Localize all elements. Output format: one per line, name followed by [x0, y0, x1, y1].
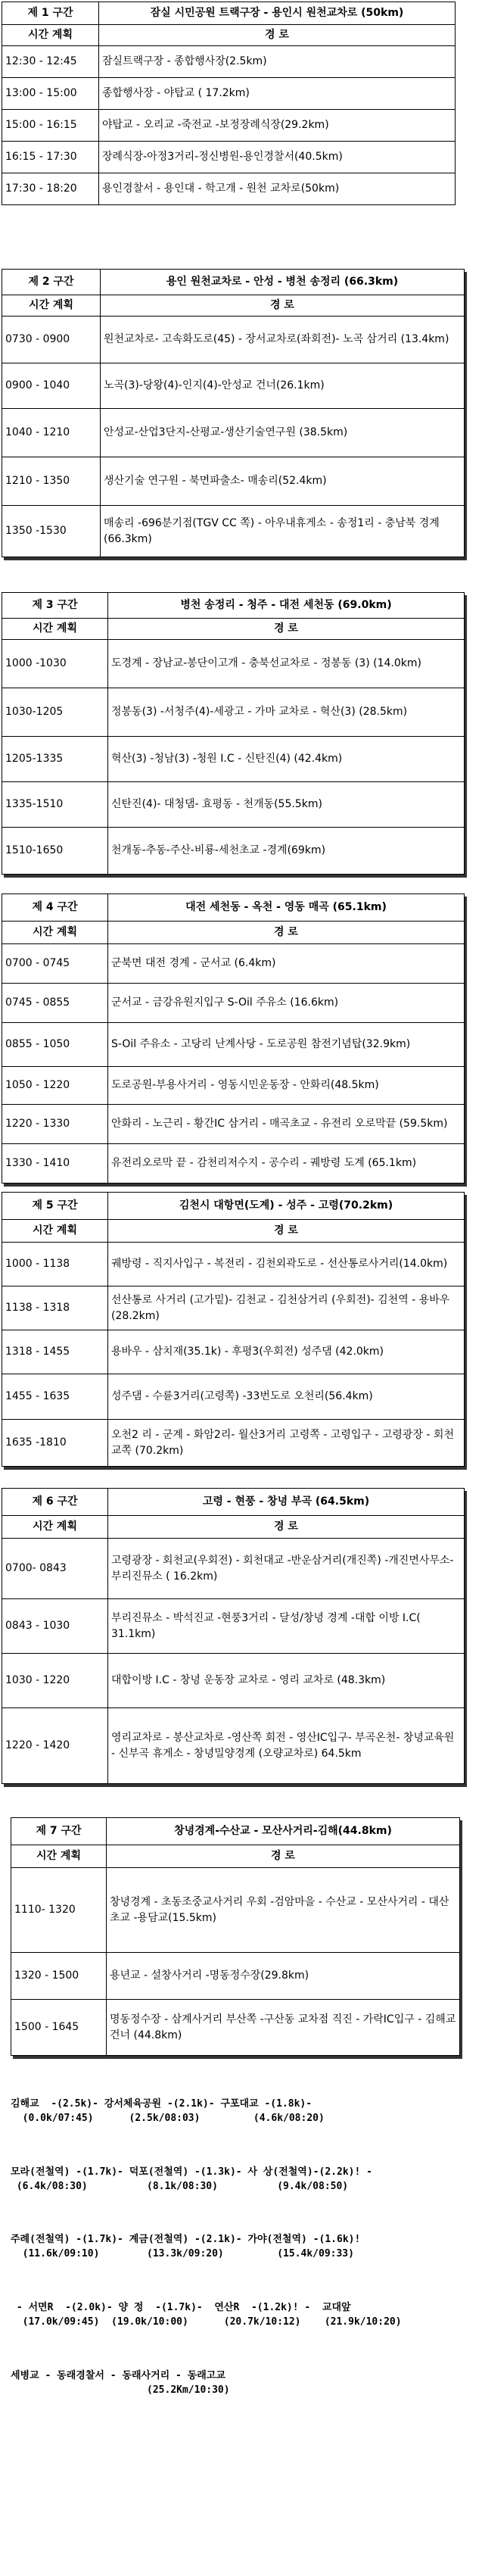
- row-route: 유전리오로막 끝 - 감천리저수지 - 공수리 - 궤방령 도계 (65.1km): [108, 1144, 465, 1184]
- route-header: 경 로: [108, 1220, 465, 1243]
- row-time: 1138 - 1318: [2, 1286, 108, 1330]
- footer-line: - 서면R -(2.0k)- 양 정 -(1.7k)- 연산R -(1.2k)! - 교대앞: [11, 2302, 351, 2314]
- row-time: 12:30 - 12:45: [2, 46, 99, 78]
- row-route: 부리진뮤소 - 박석진교 -현풍3거리 - 달성/창녕 경계 -대합 이방 I.C( 31.1km): [108, 1599, 465, 1654]
- footer-line: 세병교 - 동래경찰서 - 동래사거리 - 동래고교: [11, 2369, 225, 2381]
- row-route: 잠실트랙구장 - 종합행사장(2.5km): [99, 46, 456, 78]
- row-time: 1110- 1320: [11, 1868, 107, 1953]
- row-route: 매송리 -696분기점(TGV CC 쪽) - 아우내휴게소 - 송정1리 - 충남북 경계 (66.3km): [101, 506, 465, 557]
- row-time: 1318 - 1455: [2, 1330, 108, 1374]
- row-route: 영리교차로 - 봉산교차로 -영산쪽 회전 - 영산IC입구- 부곡온천- 창녕교육원 - 신부곡 휴게소 - 창녕밀양경계 (오량교차로) 64.5km: [108, 1708, 465, 1784]
- footer-line: 주례(전철역) -(1.7k)- 계금(전철역) -(2.1k)- 가야(전철역) -(1.6k)!: [11, 2234, 361, 2246]
- section-route: 창녕경계-수산교 - 모산사거리-김해(44.8km): [107, 1818, 460, 1845]
- section-label: 제 6 구간: [2, 1489, 108, 1516]
- row-time: 1320 - 1500: [11, 1953, 107, 2000]
- section-label: 제 7 구간: [11, 1818, 107, 1845]
- row-time: 1030 - 1220: [2, 1654, 108, 1708]
- row-route: 도경계 - 장남교-봉단이고개 - 충북선교차로 - 정봉동 (3) (14.0km): [108, 640, 465, 688]
- footer-line: (6.4k/08:30) (8.1k/08:30) (9.4k/08:50): [11, 2180, 349, 2192]
- footer-line: (0.0k/07:45) (2.5k/08:03) (4.6k/08:20): [11, 2112, 325, 2124]
- row-time: 0900 - 1040: [2, 363, 101, 409]
- row-time: 1510-1650: [2, 828, 108, 875]
- time-header: 시간 계획: [2, 295, 101, 317]
- row-time: 1350 -1530: [2, 506, 101, 557]
- footer-route-list: [11, 2097, 476, 2397]
- footer-line: (11.6k/09:10) (13.3k/09:20) (15.4k/09:33): [11, 2248, 354, 2260]
- row-route: 생산기술 연구원 - 북면파출소- 매송리(52.4km): [101, 457, 465, 506]
- row-route: 선산통로 사거리 (고가밑)- 김천교 - 김천삼거리 (우회전)- 김천역 - 용바우(28.2km): [108, 1286, 465, 1330]
- section-route: 병천 송정리 - 청주 - 대전 세천동 (69.0km): [108, 593, 465, 619]
- section-label: 제 4 구간: [2, 894, 108, 922]
- row-route: 천개동-추동-주산-비룡-세천초교 -경계(69km): [108, 828, 465, 875]
- row-route: 군서교 - 금강유원지입구 S-Oil 주유소 (16.6km): [108, 984, 465, 1023]
- row-time: 0730 - 0900: [2, 317, 101, 363]
- row-route: 대합이방 I.C - 창녕 운동장 교차로 - 영리 교차로 (48.3km): [108, 1654, 465, 1708]
- footer-line: (25.2Km/10:30): [11, 2384, 230, 2396]
- row-time: 1205-1335: [2, 737, 108, 782]
- row-route: 명동정수장 - 삼계사거리 부산쪽 -구산동 교차점 직진 - 가락IC입구 - 김해교 건너 (44.8km): [107, 2000, 460, 2056]
- footer-line: 모라(전철역) -(1.7k)- 덕포(전철역) -(1.3k)- 사 상(전철역)-(2.2k)! -: [11, 2166, 372, 2178]
- route-header: 경 로: [108, 922, 465, 944]
- time-header: 시간 계획: [2, 1220, 108, 1243]
- row-time: 0855 - 1050: [2, 1023, 108, 1067]
- section-label: 제 1 구간: [2, 2, 99, 25]
- route-header: 경 로: [107, 1845, 460, 1868]
- route-header: 경 로: [101, 295, 465, 317]
- section-route: 고령 - 현풍 - 창녕 부곡 (64.5km): [108, 1489, 465, 1516]
- row-time: 1220 - 1330: [2, 1105, 108, 1144]
- time-header: 시간 계획: [2, 25, 99, 46]
- section-7-table: [11, 1817, 460, 2056]
- row-time: 0843 - 1030: [2, 1599, 108, 1654]
- row-time: 16:15 - 17:30: [2, 142, 99, 173]
- row-time: 1050 - 1220: [2, 1067, 108, 1105]
- row-time: 0745 - 0855: [2, 984, 108, 1023]
- section-route: 김천시 대항면(도계) - 성주 - 고령(70.2km): [108, 1193, 465, 1220]
- footer-line: 김해교 -(2.5k)- 강서체육공원 -(2.1k)- 구포대교 -(1.8k)-: [11, 2098, 313, 2110]
- section-4-table: [2, 893, 465, 1184]
- row-route: 혁산(3) -청남(3) -청원 I.C - 신탄진(4) (42.4km): [108, 737, 465, 782]
- route-header: 경 로: [108, 619, 465, 640]
- row-time: 1335-1510: [2, 782, 108, 828]
- section-2-table: [2, 269, 465, 557]
- row-route: 용바우 - 삼치재(35.1k) - 후평3(우회전) 성주댐 (42.0km): [108, 1330, 465, 1374]
- section-5-table: [2, 1192, 465, 1467]
- row-route: 노곡(3)-당왕(4)-인지(4)-안성교 건너(26.1km): [101, 363, 465, 409]
- row-route: 군북면 대전 경계 - 군서교 (6.4km): [108, 944, 465, 984]
- row-route: 종합행사장 - 야탑교 ( 17.2km): [99, 78, 456, 110]
- row-time: 1330 - 1410: [2, 1144, 108, 1184]
- row-route: 용년교 - 설창사거리 -명동정수장(29.8km): [107, 1953, 460, 2000]
- time-header: 시간 계획: [2, 922, 108, 944]
- row-route: 고령광장 - 회천교(우회전) - 회천대교 -반운삼거리(개진쪽) -개진면사무소-부리진뮤소 ( 16.2km): [108, 1539, 465, 1599]
- row-route: 신탄진(4)- 대청댐- 효평동 - 천개동(55.5km): [108, 782, 465, 828]
- row-time: 1030-1205: [2, 688, 108, 737]
- section-route: 대전 세천동 - 옥천 - 영동 매곡 (65.1km): [108, 894, 465, 922]
- section-label: 제 2 구간: [2, 270, 101, 295]
- row-route: 용인경찰서 - 용인대 - 학고개 - 원천 교차로(50km): [99, 173, 456, 205]
- row-route: 도로공원-부용사거리 - 영동시민운동장 - 안화리(48.5km): [108, 1067, 465, 1105]
- row-time: 1040 - 1210: [2, 409, 101, 457]
- time-header: 시간 계획: [2, 1516, 108, 1539]
- row-route: 성주댐 - 수륜3거리(고령쪽) -33번도로 오천리(56.4km): [108, 1374, 465, 1420]
- row-route: 안화리 - 노근리 - 황간IC 삼거리 - 매곡초교 - 유전리 오로막끝 (59.5km): [108, 1105, 465, 1144]
- row-time: 15:00 - 16:15: [2, 110, 99, 142]
- section-label: 제 3 구간: [2, 593, 108, 619]
- row-time: 1635 -1810: [2, 1420, 108, 1467]
- row-time: 1220 - 1420: [2, 1708, 108, 1784]
- row-route: 오천2 리 - 군계 - 화암2리- 월산3거리 고령쪽 - 고령입구 - 고령광장 - 회천교쪽 (70.2km): [108, 1420, 465, 1467]
- row-time: 1455 - 1635: [2, 1374, 108, 1420]
- row-route: 정봉동(3) -서청주(4)-세광고 - 가마 교차로 - 혁산(3) (28.5km): [108, 688, 465, 737]
- row-time: 13:00 - 15:00: [2, 78, 99, 110]
- time-header: 시간 계획: [2, 619, 108, 640]
- row-route: 안성교-산업3단지-산평교-생산기술연구원 (38.5km): [101, 409, 465, 457]
- footer-line: (17.0k/09:45) (19.0k/10:00) (20.7k/10:12) (21.9k/10:20): [11, 2316, 402, 2328]
- row-time: 17:30 - 18:20: [2, 173, 99, 205]
- section-route: 용인 원천교차로 - 안성 - 병천 송정리 (66.3km): [101, 270, 465, 295]
- row-time: 1000 -1030: [2, 640, 108, 688]
- section-3-table: [2, 592, 465, 875]
- time-header: 시간 계획: [11, 1845, 107, 1868]
- row-route: S-Oil 주유소 - 고당리 난계사당 - 도로공원 참전기념탑(32.9km): [108, 1023, 465, 1067]
- row-time: 0700 - 0745: [2, 944, 108, 984]
- section-route: 잠실 시민공원 트랙구장 - 용인시 원천교차로 (50km): [99, 2, 456, 25]
- row-time: 1000 - 1138: [2, 1243, 108, 1286]
- row-time: 0700- 0843: [2, 1539, 108, 1599]
- section-1-table: [2, 2, 456, 205]
- row-route: 야탑교 - 오리교 -죽전교 -보정장례식장(29.2km): [99, 110, 456, 142]
- row-route: 장례식장-아정3거리-정신병원-용인경찰서(40.5km): [99, 142, 456, 173]
- row-route: 궤방령 - 직지사입구 - 복전리 - 김천외곽도로 - 선산통로사거리(14.0km): [108, 1243, 465, 1286]
- row-route: 원천교차로- 고속화도로(45) - 장서교차로(좌회전)- 노곡 삼거리 (13.4km): [101, 317, 465, 363]
- section-6-table: [2, 1488, 465, 1784]
- row-time: 1210 - 1350: [2, 457, 101, 506]
- section-label: 제 5 구간: [2, 1193, 108, 1220]
- route-header: 경 로: [108, 1516, 465, 1539]
- row-time: 1500 - 1645: [11, 2000, 107, 2056]
- row-route: 창녕경계 - 초동조중교사거리 우회 -검암마을 - 수산교 - 모산사거리 - 대산초교 -용담교(15.5km): [107, 1868, 460, 1953]
- route-header: 경 로: [99, 25, 456, 46]
